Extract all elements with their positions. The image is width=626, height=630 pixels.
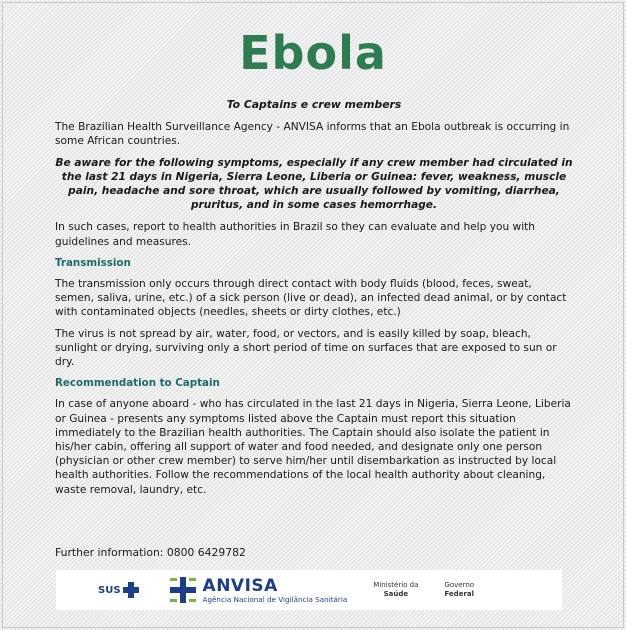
anvisa-logo	[167, 575, 348, 605]
ministry-line-2: Saúde	[383, 590, 409, 598]
ministry-logo	[373, 581, 418, 599]
transmission-paragraph-2: The virus is not spread by air, water, food, or vectors, and is easily killed by soap, bleach, sunlight or drying, surviving only a short period of time on surfaces that are exposed to sun or dry.	[55, 327, 557, 369]
anvisa-name: ANVISA	[202, 575, 278, 596]
intro-paragraph: The Brazilian Health Surveillance Agency - ANVISA informs that an Ebola outbreak is occurring in some African countries.	[55, 121, 570, 148]
transmission-paragraph-1: The transmission only occurs through direct contact with body fluids (blood, feces, sweat, semen, saliva, urine, etc.) of a sick person (live or dead), an infected dead animal, or by contact with contaminated objects (needles, sheets or dirty clothes, etc.)	[55, 278, 567, 319]
government-line-1: Governo	[444, 581, 475, 589]
sus-cross-icon	[123, 582, 139, 598]
transmission-heading: Transmission	[55, 256, 131, 269]
recommendation-paragraph: In case of anyone aboard - who has circulated in the last 21 days in Nigeria, Sierra Leone, Liberia or Guinea - presents any symptoms listed above the Captain must report this situation immediately to the Brazilian health authorities. The Captain should also isolate the patient in his/her cabin, offering all support of water and food needed, and designate only one person (physician or other crew member) to serve him/her until disembarkation as instructed by local health authorities. Follow the recommendations of the local health authority about cleaning, waste removal, laundry, etc.	[55, 398, 571, 496]
symptoms-warning: Be aware for the following symptoms, especially if any crew member had circulated in the last 21 days in Nigeria, Sierra Leone, Liberia or Guinea: fever, weakness, muscle pain, headache and sore throat, which are usually followed by vomiting, diarrhea, pruritus, and in some cases hemorrhage.	[55, 156, 573, 212]
subtitle: To Captains e crew members	[226, 98, 402, 111]
government-logo	[444, 581, 474, 599]
logo-bar	[56, 570, 562, 610]
anvisa-subtitle: Agência Nacional de Vigilância Sanitária	[202, 594, 348, 604]
recommendation-heading: Recommendation to Captain	[55, 377, 220, 390]
ministry-line-1: Ministério da	[373, 581, 419, 589]
government-line-2: Federal	[444, 590, 475, 598]
main-content	[55, 98, 573, 504]
report-paragraph: In such cases, report to health authorities in Brazil so they can evaluate and help you with guidelines and measures.	[55, 221, 536, 248]
further-information: Further information: 0800 6429782	[55, 546, 246, 559]
anvisa-cross-icon	[167, 575, 199, 605]
sus-logo-text: SUS	[98, 584, 121, 596]
page-title: Ebola	[239, 26, 387, 80]
sus-logo	[98, 582, 139, 598]
